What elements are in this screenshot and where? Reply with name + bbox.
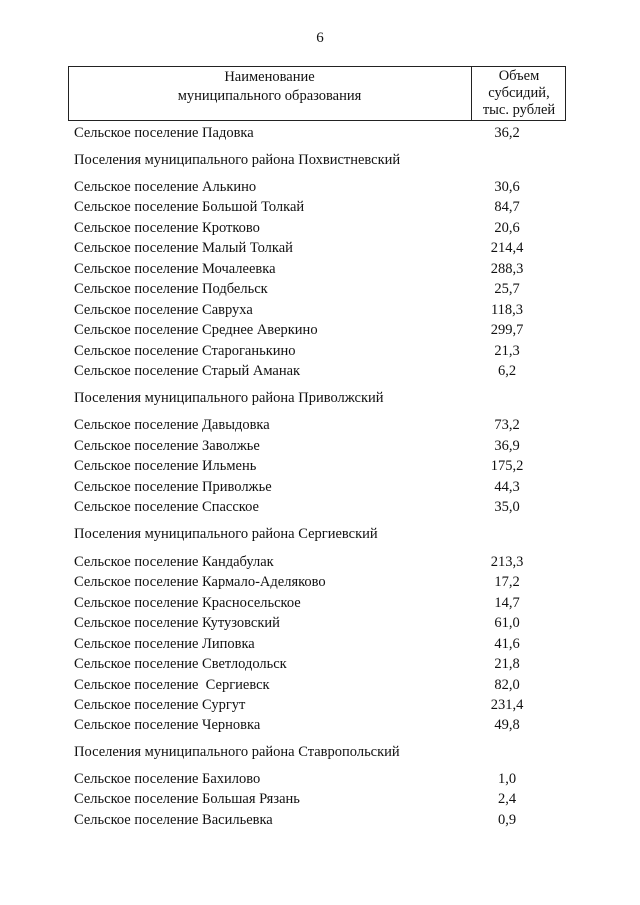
- settlement-name: Сельское поселение Старый Аманак: [74, 363, 301, 379]
- subsidy-value: 49,8: [494, 717, 520, 733]
- header-name-line1: Наименование: [224, 69, 315, 85]
- subsidy-value: 84,7: [494, 199, 520, 215]
- table-row: [74, 789, 574, 809]
- table-row: [74, 552, 574, 572]
- subsidy-value: 231,4: [490, 697, 524, 713]
- settlement-name: Сельское поселение Староганькино: [74, 343, 296, 359]
- table-row: [74, 634, 574, 654]
- subsidy-value: 35,0: [494, 499, 520, 515]
- table-row: [74, 477, 574, 497]
- settlement-name: Сельское поселение Светлодольск: [74, 656, 287, 672]
- subsidy-value: 214,4: [490, 240, 524, 256]
- settlement-name: Сельское поселение Алькино: [74, 179, 257, 195]
- subsidy-value: 0,9: [497, 812, 517, 828]
- settlement-name: Сельское поселение Черновка: [74, 717, 261, 733]
- table-row: [74, 197, 574, 217]
- subsidy-value: 20,6: [494, 220, 520, 236]
- table-row: [74, 675, 574, 695]
- subsidy-value: 213,3: [490, 554, 524, 570]
- settlement-name: Сельское поселение Сергиевск: [74, 677, 270, 693]
- table-row: [74, 572, 574, 592]
- header-name-column: [68, 68, 471, 106]
- header-volume-line3: тыс. рублей: [482, 102, 556, 118]
- district-group-heading: [74, 388, 574, 408]
- header-name-line2: муниципального образования: [177, 88, 362, 104]
- table-row: [74, 123, 574, 143]
- subsidy-value: 175,2: [490, 458, 524, 474]
- district-group-heading: [74, 150, 574, 170]
- settlement-name: Сельское поселение Приволжье: [74, 479, 272, 495]
- settlement-name: Сельское поселение Большая Рязань: [74, 791, 300, 807]
- settlement-name: Сельское поселение Кротково: [74, 220, 260, 236]
- table-row: [74, 361, 574, 381]
- subsidy-value: 21,3: [494, 343, 520, 359]
- subsidy-value: 44,3: [494, 479, 520, 495]
- table-row: [74, 341, 574, 361]
- table-row: [74, 300, 574, 320]
- settlement-name: Сельское поселение Васильевка: [74, 812, 273, 828]
- subsidy-value: 21,8: [494, 656, 520, 672]
- table-row: [74, 456, 574, 476]
- table-row: [74, 415, 574, 435]
- settlement-name: Сельское поселение Давыдовка: [74, 417, 270, 433]
- table-row: [74, 613, 574, 633]
- table-row: [74, 436, 574, 456]
- district-name: Поселения муниципального района Сергиевский: [74, 526, 378, 542]
- district-name: Поселения муниципального района Ставропольский: [74, 744, 400, 760]
- settlement-name: Сельское поселение Сургут: [74, 697, 246, 713]
- subsidy-value: 2,4: [497, 791, 517, 807]
- table-row: [74, 810, 574, 830]
- subsidy-value: 14,7: [494, 595, 520, 611]
- table-row: [74, 279, 574, 299]
- table-row: [74, 497, 574, 517]
- settlement-name: Сельское поселение Ильмень: [74, 458, 257, 474]
- settlement-name: Сельское поселение Большой Толкай: [74, 199, 305, 215]
- table-row: [74, 320, 574, 340]
- subsidy-value: 299,7: [490, 322, 524, 338]
- table-row: [74, 593, 574, 613]
- subsidy-value: 288,3: [490, 261, 524, 277]
- table-row: [74, 769, 574, 789]
- settlement-name: Сельское поселение Липовка: [74, 636, 255, 652]
- settlement-name: Сельское поселение Среднее Аверкино: [74, 322, 318, 338]
- settlement-name: Сельское поселение Подбельск: [74, 281, 268, 297]
- header-volume-line2: субсидий,: [488, 85, 550, 101]
- table-row: [74, 695, 574, 715]
- table-row: [74, 654, 574, 674]
- table-row: [74, 177, 574, 197]
- settlement-name: Сельское поселение Падовка: [74, 125, 254, 141]
- table-row: [74, 259, 574, 279]
- settlement-name: Сельское поселение Заволжье: [74, 438, 260, 454]
- settlement-name: Сельское поселение Красносельское: [74, 595, 301, 611]
- settlement-name: Сельское поселение Малый Толкай: [74, 240, 293, 256]
- table-row: [74, 238, 574, 258]
- settlement-name: Сельское поселение Кармало-Аделяково: [74, 574, 326, 590]
- subsidy-value: 118,3: [490, 302, 524, 318]
- subsidy-value: 25,7: [494, 281, 520, 297]
- table-row: [74, 218, 574, 238]
- subsidy-value: 1,0: [497, 771, 517, 787]
- settlement-name: Сельское поселение Спасское: [74, 499, 259, 515]
- settlement-name: Сельское поселение Кутузовский: [74, 615, 280, 631]
- subsidy-value: 36,2: [494, 125, 520, 141]
- district-group-heading: [74, 524, 574, 544]
- settlement-name: Сельское поселение Кандабулак: [74, 554, 274, 570]
- table-row: [74, 715, 574, 735]
- header-volume-line1: Объем: [498, 68, 540, 84]
- subsidy-value: 6,2: [497, 363, 517, 379]
- subsidy-value: 36,9: [494, 438, 520, 454]
- subsidy-value: 41,6: [494, 636, 520, 652]
- subsidy-value: 82,0: [494, 677, 520, 693]
- subsidy-value: 61,0: [494, 615, 520, 631]
- settlement-name: Сельское поселение Савруха: [74, 302, 253, 318]
- district-group-heading: [74, 742, 574, 762]
- settlement-name: Сельское поселение Мочалеевка: [74, 261, 276, 277]
- settlement-name: Сельское поселение Бахилово: [74, 771, 261, 787]
- district-name: Поселения муниципального района Похвистневский: [74, 152, 401, 168]
- subsidy-value: 73,2: [494, 417, 520, 433]
- district-name: Поселения муниципального района Приволжский: [74, 390, 384, 406]
- subsidy-value: 17,2: [494, 574, 520, 590]
- page-number: 6: [316, 30, 324, 46]
- header-volume-column: [472, 68, 566, 119]
- subsidy-value: 30,6: [494, 179, 520, 195]
